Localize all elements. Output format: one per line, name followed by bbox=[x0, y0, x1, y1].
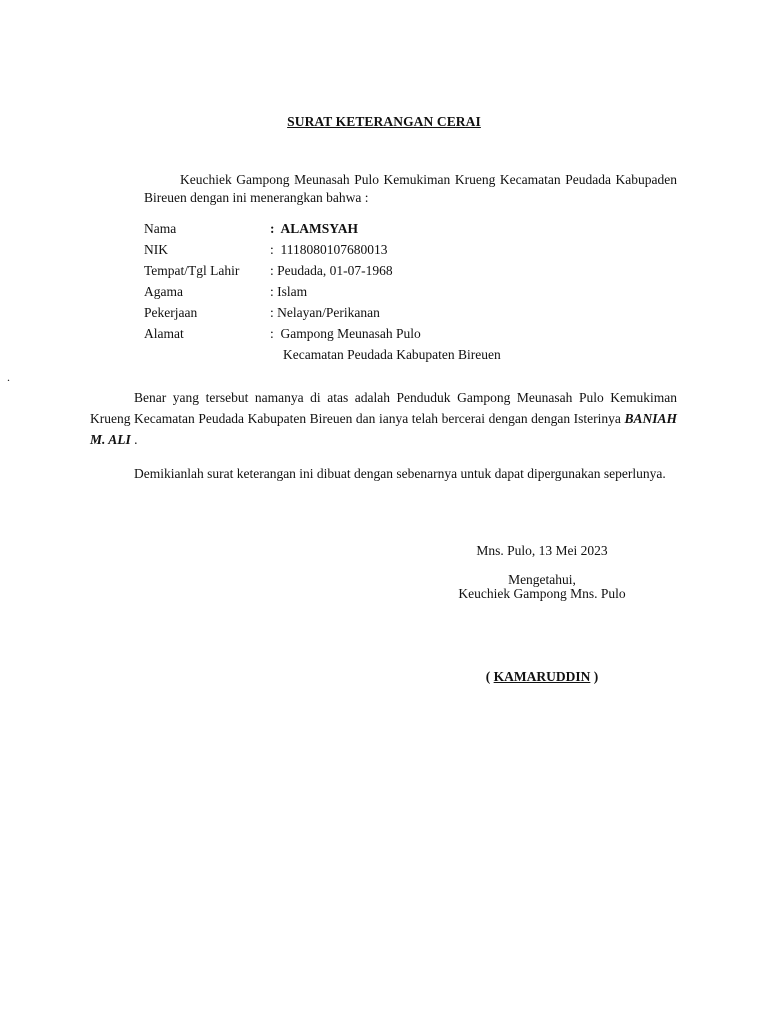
field-label-tempat-tgl-lahir: Tempat/Tgl Lahir bbox=[144, 263, 240, 278]
stray-mark: . bbox=[7, 370, 10, 384]
field-value-pekerjaan: : Nelayan/Perikanan bbox=[270, 305, 380, 320]
field-value-tempat-tgl-lahir: : Peudada, 01-07-1968 bbox=[270, 263, 393, 278]
signer-paren-open: ( bbox=[485, 669, 494, 684]
field-value-agama: : Islam bbox=[270, 284, 308, 299]
statement-text: Benar yang tersebut namanya di atas adalah Penduduk Gampong Meunasah Pulo Kemukiman Krueng Kecamatan Peudada Kabupaten Bireuen dan ianya telah bercerai dengan dengan Isterinya bbox=[90, 390, 677, 426]
signer-title: Keuchiek Gampong Mns. Pulo bbox=[458, 586, 626, 601]
field-label-agama: Agama bbox=[144, 284, 183, 299]
signer-name: KAMARUDDIN bbox=[493, 669, 591, 684]
field-value-alamat-line2: Kecamatan Peudada Kabupaten Bireuen bbox=[283, 347, 501, 362]
document-title: SURAT KETERANGAN CERAI bbox=[287, 114, 481, 129]
signer-name-block bbox=[440, 669, 644, 685]
signer-paren-close: ) bbox=[590, 669, 599, 684]
acknowledged-label: Mengetahui, bbox=[508, 572, 576, 587]
field-value-nik: : 1118080107680013 bbox=[270, 242, 388, 257]
field-label-nik: NIK bbox=[144, 242, 168, 257]
field-value-nama: : ALAMSYAH bbox=[270, 221, 359, 236]
field-label-pekerjaan: Pekerjaan bbox=[144, 305, 198, 320]
statement-paragraph bbox=[90, 387, 677, 450]
intro-paragraph: Keuchiek Gampong Meunasah Pulo Kemukiman Krueng Kecamatan Peudada Kabupaden Bireuen dengan ini menerangkan bahwa : bbox=[144, 172, 677, 205]
field-value-alamat: : Gampong Meunasah Pulo bbox=[270, 326, 421, 341]
field-label-alamat: Alamat bbox=[144, 326, 184, 341]
statement-end: . bbox=[130, 432, 138, 447]
closing-paragraph: Demikianlah surat keterangan ini dibuat dengan sebenarnya untuk dapat dipergunakan seperlunya. bbox=[134, 466, 666, 481]
field-label-nama: Nama bbox=[144, 221, 177, 236]
spouse-name: BANIAH M. ALI bbox=[90, 411, 677, 447]
place-date: Mns. Pulo, 13 Mei 2023 bbox=[476, 543, 608, 558]
